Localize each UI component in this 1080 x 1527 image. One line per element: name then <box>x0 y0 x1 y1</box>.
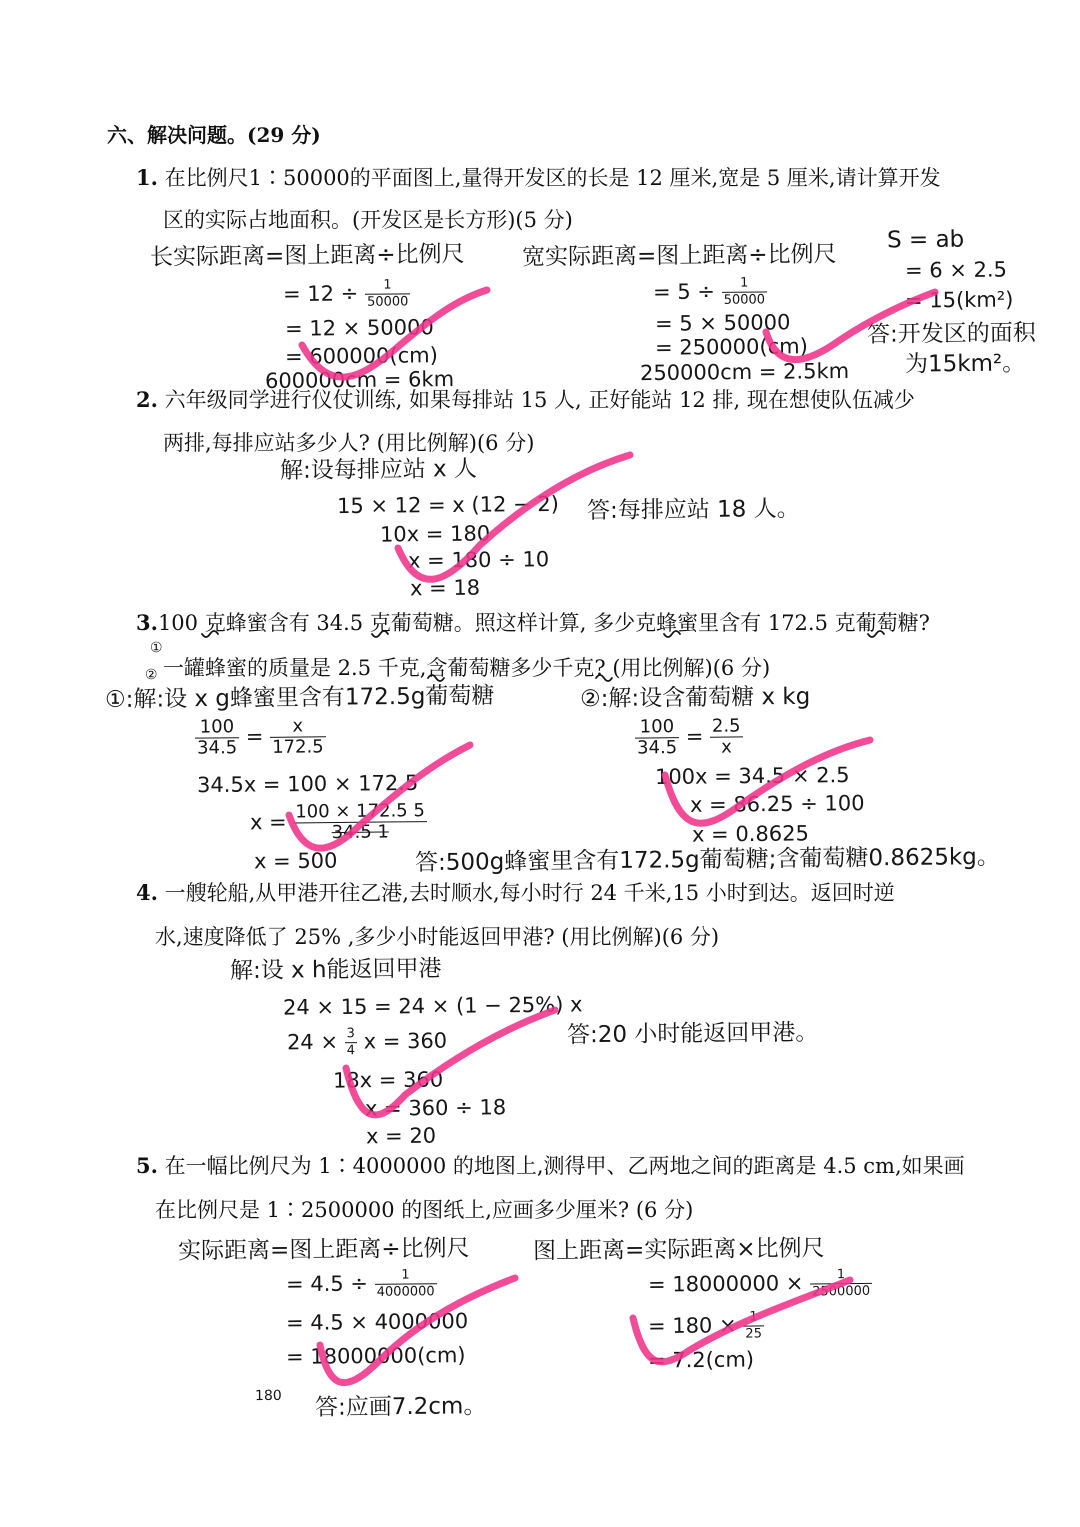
fraction <box>635 717 680 758</box>
numerator: 3 <box>345 1026 357 1043</box>
q3-left-step-4: x = 500 <box>253 848 338 874</box>
q1-long-step-4: 600000cm = 6km <box>264 367 455 393</box>
q3-right-step-2: 100x = 34.5 × 2.5 <box>654 762 850 790</box>
denominator: 4 <box>346 1043 356 1059</box>
q1-answer-line-2: 为15km²。 <box>904 350 1026 378</box>
fraction <box>345 1026 358 1059</box>
step-text: = 4.5 ÷ <box>285 1271 369 1297</box>
numerator: 1 <box>374 1267 436 1285</box>
denominator: 25 <box>745 1326 763 1342</box>
denominator: 4000000 <box>376 1284 435 1300</box>
q5-left-step-1 <box>286 1267 437 1302</box>
denominator: 2500000 <box>812 1283 871 1300</box>
equals-sign: = <box>245 724 264 749</box>
q1-long-step-2: = 12 × 50000 <box>284 315 434 341</box>
denominator: 34.5 <box>636 737 678 759</box>
q1-wide-title: 宽实际距离=图上距离÷比例尺 <box>521 241 837 271</box>
denominator: 50000 <box>723 292 766 308</box>
question-4-line-1 <box>136 880 895 906</box>
q2-step-1: 15 × 12 = x (12 − 2) <box>336 491 559 519</box>
q1-wide-step-2: = 5 × 50000 <box>654 310 791 336</box>
fraction <box>270 716 326 758</box>
q2-answer: 答:每排应站 18 人。 <box>586 495 800 525</box>
q1-area-step-1: S = ab <box>886 226 965 254</box>
question-number: 2. <box>136 387 158 412</box>
question-number: 3. <box>136 610 158 635</box>
denominator: x <box>721 736 732 758</box>
numerator: 1 <box>810 1267 872 1285</box>
q3-answer: 答:500g蜂蜜里含有172.5g葡萄糖;含葡萄糖0.8625kg。 <box>414 843 1000 877</box>
question-1-line-2: 区的实际占地面积。(开发区是长方形)(5 分) <box>163 208 573 232</box>
q4-step-1: 24 × 15 = 24 × (1 − 25%) x <box>282 992 583 1020</box>
q5-right-step-2 <box>648 1309 764 1343</box>
question-3-line-1 <box>136 610 930 636</box>
q2-step-3: x = 180 ÷ 10 <box>407 547 550 573</box>
q3-left-title: ①:解:设 x g蜂蜜里含有172.5g葡萄糖 <box>104 682 495 714</box>
q5-left-step-2: = 4.5 × 4000000 <box>285 1309 469 1335</box>
numerator: 1 <box>365 277 411 294</box>
q5-answer: 答:应画7.2cm。 <box>314 1393 487 1421</box>
q3-right-title: ②:解:设含葡萄糖 x kg <box>579 683 811 713</box>
question-number: 1. <box>136 165 158 190</box>
question-text: 六年级同学进行仪仗训练, 如果每排站 15 人, 正好能站 12 排, 现在想使队伍减少 <box>164 388 915 412</box>
numerator: 1 <box>721 275 767 292</box>
fraction <box>743 1309 764 1342</box>
fraction <box>710 716 743 757</box>
q5-right-step-1 <box>648 1267 872 1302</box>
q3-right-step-4: x = 0.8625 <box>691 821 809 847</box>
step-text: x = 360 <box>363 1028 448 1054</box>
numerator: 100 <box>195 717 239 738</box>
question-5-line-1 <box>136 1153 965 1179</box>
step-text: = 180 × <box>647 1313 737 1339</box>
fraction <box>810 1267 872 1301</box>
numerator: 1 <box>743 1309 764 1326</box>
denominator: 172.5 <box>272 736 324 758</box>
question-5-line-2: 在比例尺是 1∶2500000 的图纸上,应画多少厘米? (6 分) <box>155 1198 694 1222</box>
question-4-line-2: 水,速度降低了 25% ,多少小时能返回甲港? (用比例解)(6 分) <box>155 925 720 949</box>
circled-number-2: ② <box>144 666 158 684</box>
circled-number-1: ① <box>149 639 163 657</box>
equals-sign: = <box>685 724 704 749</box>
question-text: 在一幅比例尺为 1∶4000000 的地图上,测得甲、乙两地之间的距离是 4.5 cm,如果画 <box>164 1154 965 1178</box>
question-text: 一艘轮船,从甲港开往乙港,去时顺水,每小时行 24 千米,15 小时到达。返回时逆 <box>164 881 895 905</box>
question-3-line-2: 一罐蜂蜜的质量是 2.5 千克,含葡萄糖多少千克? (用比例解)(6 分) <box>163 656 771 680</box>
q5-margin-note: 180 <box>254 1387 282 1405</box>
q3-left-step-2: 34.5x = 100 × 172.5 <box>196 770 419 798</box>
q1-wide-step-1 <box>653 275 767 309</box>
q4-step-4: x = 360 ÷ 18 <box>364 1095 507 1121</box>
fraction <box>195 717 240 758</box>
denominator: 50000 <box>366 294 409 310</box>
q1-answer-line-1: 答:开发区的面积 <box>866 320 1036 348</box>
question-text: 在比例尺1∶50000的平面图上,量得开发区的长是 12 厘米,宽是 5 厘米,请计算开发 <box>164 166 941 190</box>
q3-left-step-1 <box>195 716 326 758</box>
q2-step-4: x = 18 <box>409 575 481 601</box>
numerator: 100 <box>635 717 679 738</box>
denominator: 34.5 <box>196 737 238 759</box>
fraction <box>721 275 767 308</box>
q4-step-0: 解:设 x h能返回甲港 <box>229 955 442 985</box>
q2-step-0: 解:设每排应站 x 人 <box>279 455 478 485</box>
question-text: 100 克蜂蜜含有 34.5 克葡萄糖。照这样计算, 多少克蜂蜜里含有 172.5 克葡萄糖? <box>157 611 930 635</box>
step-text: = 5 ÷ <box>652 279 716 305</box>
q3-left-step-3 <box>250 801 427 844</box>
step-text: = 12 ÷ <box>282 281 359 307</box>
section-title: 六、解决问题。(29 分) <box>107 123 321 147</box>
q3-right-step-3: x = 86.25 ÷ 100 <box>689 791 865 817</box>
q4-step-5: x = 20 <box>365 1123 437 1149</box>
q1-area-step-2: = 6 × 2.5 <box>904 257 1008 283</box>
q4-step-2 <box>287 1025 447 1060</box>
numerator: 2.5 <box>710 716 743 737</box>
q5-left-step-3: = 18000000(cm) <box>285 1343 466 1369</box>
step-text: 24 × <box>286 1029 339 1055</box>
question-2-line-1 <box>136 387 915 413</box>
q1-long-step-1 <box>283 277 411 311</box>
q5-right-title: 图上距离=实际距离×比例尺 <box>532 1235 825 1265</box>
question-2-line-2: 两排,每排应站多少人? (用比例解)(6 分) <box>163 431 535 455</box>
q1-long-step-3: = 600000(cm) <box>284 343 438 369</box>
question-number: 5. <box>136 1153 158 1178</box>
question-1-line-1 <box>136 165 941 191</box>
q5-right-step-3: = 7.2(cm) <box>647 1347 755 1373</box>
q1-wide-step-3: = 250000(cm) <box>654 334 808 360</box>
step-text: = 18000000 × <box>647 1271 804 1297</box>
denominator: 34.5 1 <box>331 821 390 844</box>
fraction <box>293 801 427 843</box>
q1-long-title: 长实际距离=图上距离÷比例尺 <box>149 241 465 271</box>
q2-step-2: 10x = 180 <box>379 521 491 547</box>
q1-wide-step-4: 250000cm = 2.5km <box>639 358 850 386</box>
q4-step-3: 18x = 360 <box>332 1067 444 1093</box>
fraction <box>374 1267 436 1301</box>
numerator: x <box>270 716 326 738</box>
q5-left-title: 实际距离=图上距离÷比例尺 <box>177 1235 470 1265</box>
q1-area-step-3: = 15(km²) <box>904 287 1014 313</box>
q4-answer: 答:20 小时能返回甲港。 <box>566 1019 819 1049</box>
step-text: x = <box>249 810 287 835</box>
numerator: 100 × 172.5 5 <box>293 801 427 823</box>
question-number: 4. <box>136 880 158 905</box>
fraction <box>365 277 411 310</box>
q3-right-step-1 <box>635 716 743 758</box>
